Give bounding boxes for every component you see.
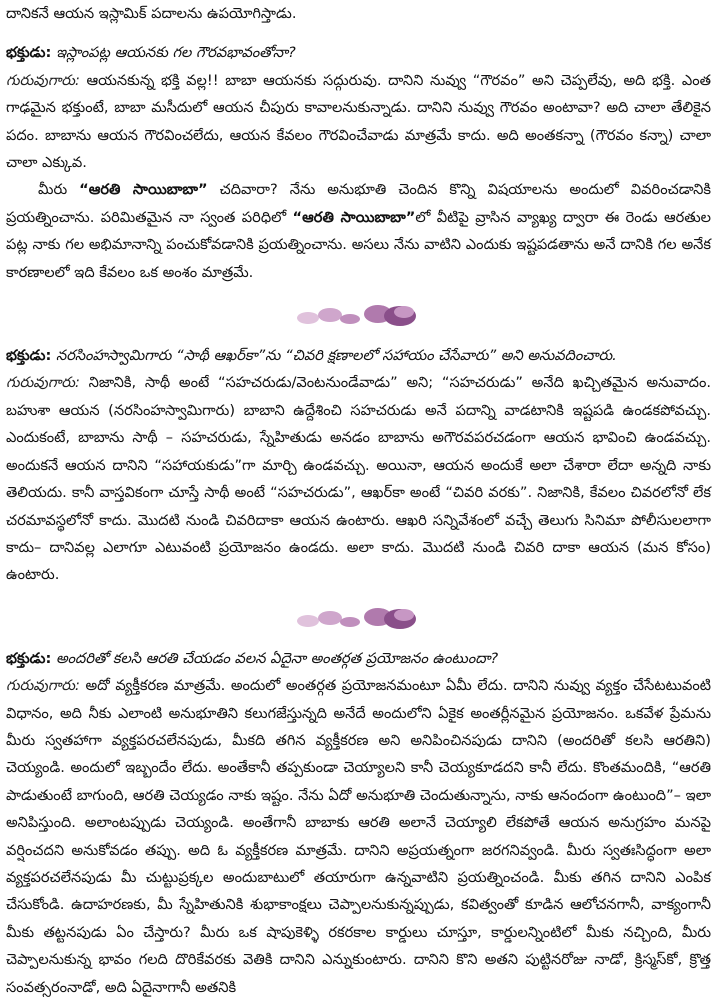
rose-petals-divider-2 [6,589,711,645]
bhaktudu-label: భక్తుడు: [6,347,52,365]
bhaktudu-label: భక్తుడు: [6,44,52,62]
intro-text: దానికనే ఆయన ఇస్లామిక్ పదాలను ఉపయోగిస్తాడు. [6,5,297,22]
answer-1-paragraph-2 [6,176,711,286]
guru-label: గురువుగారు: [6,374,80,392]
guru-label: గురువుగారు: [6,71,80,89]
answer-3 [6,672,711,1001]
answer-1-text: ఆయనకున్న భక్తి వల్ల!! బాబా ఆయనకు సద్గురువు. దానిని నువ్వు “గౌరవం” అని చెప్పలేవు, అది భక్తి. ఎంత గాఢమైన భక్తుంటే, బాబా మసీదులో ఆయన చీపురు కావాలనుకున్నాడు. దానిని నువ్వు గౌరవం అంటావా? అది చాలా తేలికైన పదం. బాబాను ఆయన గౌరవించలేదు, ఆయన కేవలం గౌరవించేవాడు మాత్రమే కాదు. అది అంతకన్నా (గౌరవం కన్నా) చాలా చాలా ఎక్కువ. [6,71,711,172]
para2-part-c: చదివారా? నేను అనుభూతి చెందిన కొన్ని విషయాలను అందులో వివరించడానికి ప్రయత్నించాను. పరిమితమైన నా స్వంత పరిధిలో [6,181,711,226]
answer-3-text: అదో వ్యక్తీకరణ మాత్రమే. అందులో అంతర్గత ప్రయోజనమంటూ ఏమీ లేదు. దానిని నువ్వు వ్యక్తం చేసేటటువంటి విధానం, అది నీకు ఎలాంటి అనుభూతిని కలుగజేస్తున్నది అనేదే అందులోని ఏకైక అంతర్లీనమైన ప్రయోజనం. ఒకవేళ ప్రేమను మీరు స్వతహాగా వ్యక్తపరచలేనపుడు, మీకది తగిన వ్యక్తీకరణ అని అనిపించినపుడు దానిని (అందరితో కలసి ఆరతిని) చెయ్యండి. అందులో ఇబ్బందేం లేదు. అంతేకానీ తప్పకుండా చెయ్యాలని కానీ చెయ్యకూడదని కానీ లేదు. కొంతమందికి, “ఆరతి పాడుతుంటే బాగుంది, ఆరతి చెయ్యడం నాకు ఇష్టం. నేను ఏదో అనుభూతి చెందుతున్నాను, నాకు ఆనందంగా ఉంటుంది”– ఇలా అనిపిస్తుంది. అలాంటప్పుడు చెయ్యండి. అంతేగానీ బాబాకు ఆరతి అలానే చెయ్యాలి లేకపోతే ఆయన అనుగ్రహం మనపై వర్షించదని అనుకోవడం తప్పు. అది ఓ వ్యక్తీకరణ మాత్రమే. దానిని అప్రయత్నంగా జరగనివ్వండి. మీరు స్వతఃసిద్ధంగా అలా వ్యక్తపరచలేనపుడు మీ చుట్టుప్రక్కల అందుబాటులో తయారుగా ఉన్నవాటిని ప్రయత్నించండి. మీకు తగిన దానిని ఎంపిక చేసుకోండి. ఉదాహరణకు, మీ స్నేహితునికి శుభాకాంక్షలు చెప్పాలనుకున్నప్పుడు, కవిత్వంతో కూడిన ఆలోచనగానీ, వాక్యంగానీ మీకు తట్టనపుడు ఏం చేస్తారు? మీరు ఒక షాపుకెళ్ళి రకరకాల కార్డులు చూస్తూ, కార్డులన్నింటిలో మీకు నచ్చింది, మీరు చెప్పాలనుకున్న భావం గలది దొరికేవరకు వెతికి దానిని ఎన్నుకుంటారు. దానిని కొని అతని పుట్టినరోజు నాడో, క్రిస్మస్‌కో, క్రొత్త సంవత్సరంనాడో, అది ఏదైనాగానీ అతనికి [6,677,711,996]
guru-label: గురువుగారు: [6,677,80,695]
para2-part-a: మీరు [38,181,80,199]
question-3-text: అందరితో కలసి ఆరతి చేయడం వలన ఏదైనా అంతర్గత ప్రయోజనం ఉంటుందా? [55,649,499,667]
rose-petals-icon [294,601,424,633]
question-1-text: ఇస్లాంపట్ల ఆయనకు గల గౌరవభావంతోనా? [55,44,296,62]
question-2-text: నరసింహస్వామిగారు “సాథీ ఆఖర్‌కా”ను “చివరి క్షణాలలో సహాయం చేసేవారు” అని అనువదించారు. [55,347,617,365]
aarati-saibaba-title-2: “ఆరతి సాయిబాబా” [292,208,416,226]
question-1 [6,39,711,66]
para2-part-e: లో వీటిపై వ్రాసిన వ్యాఖ్య ద్వారా ఈ రెండు ఆరతుల పట్ల నాకు గల అభిమానాన్ని పంచుకోవడానికి ప్రయత్నించాను. అసలు నేను వాటిని ఎందుకు ఇష్టపడతాను అనే దానికి గల అనేక కారణాలలో ఇది కేవలం ఒక అంశం మాత్రమే. [6,208,711,281]
bhaktudu-label: భక్తుడు: [6,649,52,667]
answer-2 [6,369,711,588]
aarati-saibaba-title-1: “ఆరతి సాయిబాబా” [79,181,208,199]
question-2 [6,342,711,369]
answer-1 [6,67,711,177]
answer-2-text: నిజానికి, సాథీ అంటే “సహచరుడు/వెంటనుండేవాడు” అని; “సహచరుడు” అనేది ఖచ్చితమైన అనువాదం. బహుశా ఆయన (నరసింహస్వామిగారు) బాబాని ఉద్దేశించి సహచరుడు అనే పదాన్ని వాడటానికి ఇష్టపడి ఉండకపోవచ్చు. ఎందుకంటే, బాబాను సాథీ – సహచరుడు, స్నేహితుడు అనడం బాబాను అగౌరవపరచడంగా ఆయన భావించి ఉండవచ్చు. అందుకనే ఆయన దానిని “సహాయకుడు”గా మార్చి ఉండవచ్చు. అయినా, ఆయన అందుకే అలా చేశారా లేదా అన్నది నాకు తెలియదు. కానీ వాస్తవికంగా చూస్తే సాథీ అంటే “సహచరుడు”, ఆఖర్‌కా అంటే “చివరి వరకు”. నిజానికి, కేవలం చివరలోనో లేక చరమావస్థలోనో కాదు. మొదటి నుండి చివరిదాకా ఆయన ఉంటారు. ఆఖరి సన్నివేశంలో వచ్చే తెలుగు సినిమా పోలీసులలాగా కాదు– దానివల్ల ఎలాగూ ఎటువంటి ప్రయోజనం ఉండదు. అలా కాదు. మొదటి నుండి చివరి దాకా ఆయన (మన కోసం) ఉంటారు. [6,374,712,584]
rose-petals-divider-1 [6,286,711,342]
question-3 [6,645,711,672]
rose-petals-icon [294,298,424,330]
